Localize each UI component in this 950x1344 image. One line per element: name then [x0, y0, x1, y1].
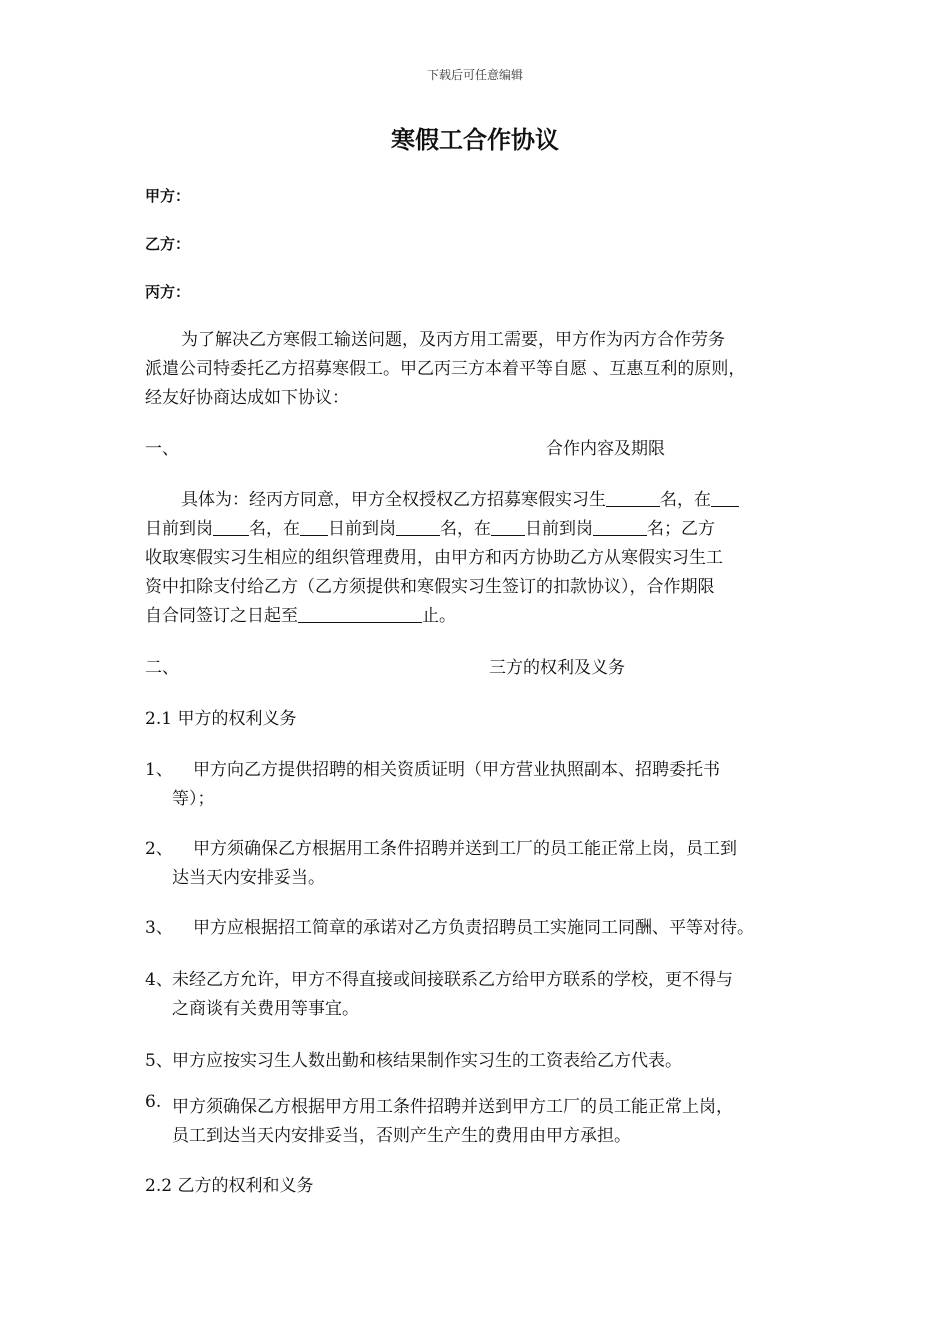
- s1-text: 名，在: [660, 490, 711, 510]
- subsection-2-1: 2.1 甲方的权利义务: [145, 709, 297, 729]
- intro-line-2: 派遣公司特委托乙方招募寒假工。甲乙丙三方本着平等自愿 、互惠互利的原则，: [145, 359, 746, 379]
- s1-line-1: [181, 485, 739, 510]
- item-5-line-1: 甲方应按实习生人数出勤和核结果制作实习生的工资表给乙方代表。: [172, 1051, 682, 1071]
- s1-line-3: 收取寒假实习生相应的组织管理费用，由甲方和丙方协助乙方从寒假实习生工: [145, 548, 723, 568]
- s1-text: 名，在: [440, 519, 491, 539]
- s1-line-4: 资中扣除支付给乙方（乙方须提供和寒假实习生签订的扣款协议），合作期限: [145, 577, 715, 597]
- item-4-number: 4、: [145, 970, 173, 990]
- item-3-number: 3、: [145, 918, 173, 938]
- intro-line-3: 经友好协商达成如下协议：: [145, 388, 349, 408]
- s1-text: 日前到岗: [525, 519, 593, 539]
- s1-text: 名，在: [249, 519, 300, 539]
- blank-date-3: [491, 519, 525, 536]
- item-5-number: 5、: [145, 1051, 173, 1071]
- blank-count-2: [213, 519, 249, 536]
- blank-date-1: [711, 490, 739, 507]
- item-2-number: 2、: [145, 839, 173, 859]
- s1-text: 止。: [422, 606, 456, 626]
- blank-count-1: [606, 490, 660, 507]
- intro-line-1: 为了解决乙方寒假工输送问题，及丙方用工需要，甲方作为丙方合作劳务: [181, 330, 725, 350]
- party-c-label: 丙方：: [145, 283, 191, 301]
- item-6-line-2: 员工到达当天内安排妥当，否则产生产生的费用由甲方承担。: [172, 1126, 631, 1146]
- item-1-line-1: 甲方向乙方提供招聘的相关资质证明（甲方营业执照副本、招聘委托书: [193, 760, 720, 780]
- item-4-line-2: 之商谈有关费用等事宜。: [172, 999, 359, 1019]
- s1-line-2: [145, 514, 715, 539]
- s1-text: 日前到岗: [328, 519, 396, 539]
- item-3-line-1: 甲方应根据招工简章的承诺对乙方负责招聘员工实施同工同酬、平等对待。: [193, 918, 754, 938]
- document-title: 寒假工合作协议: [391, 125, 559, 154]
- header-note: 下载后可任意编辑: [426, 68, 523, 82]
- item-2-line-2: 达当天内安排妥当。: [172, 868, 325, 888]
- party-b-label: 乙方：: [145, 235, 191, 253]
- item-6-line-1: 甲方须确保乙方根据甲方用工条件招聘并送到甲方工厂的员工能正常上岗，: [172, 1097, 733, 1117]
- s1-text: 自合同签订之日起至: [145, 606, 298, 626]
- s1-text: 名；乙方: [647, 519, 715, 539]
- blank-end-date: [298, 606, 422, 623]
- item-1-number: 1、: [145, 760, 173, 780]
- item-1-line-2: 等）；: [172, 789, 215, 809]
- blank-count-4: [593, 519, 647, 536]
- section-2-title: 三方的权利及义务: [489, 658, 625, 678]
- blank-count-3: [396, 519, 440, 536]
- s1-line-5: [145, 601, 456, 626]
- s1-text: 日前到岗: [145, 519, 213, 539]
- section-1-number: 一、: [145, 439, 179, 459]
- item-6-number: 6.: [145, 1092, 162, 1112]
- section-1-title: 合作内容及期限: [546, 439, 665, 459]
- item-4-line-1: 未经乙方允许，甲方不得直接或间接联系乙方给甲方联系的学校，更不得与: [172, 970, 733, 990]
- subsection-2-2: 2.2 乙方的权利和义务: [145, 1176, 314, 1196]
- blank-date-2: [300, 519, 328, 536]
- party-a-label: 甲方：: [145, 187, 191, 205]
- s1-text: 具体为：经丙方同意，甲方全权授权乙方招募寒假实习生: [181, 490, 606, 510]
- item-2-line-1: 甲方须确保乙方根据用工条件招聘并送到工厂的员工能正常上岗，员工到: [193, 839, 737, 859]
- section-2-number: 二、: [145, 658, 179, 678]
